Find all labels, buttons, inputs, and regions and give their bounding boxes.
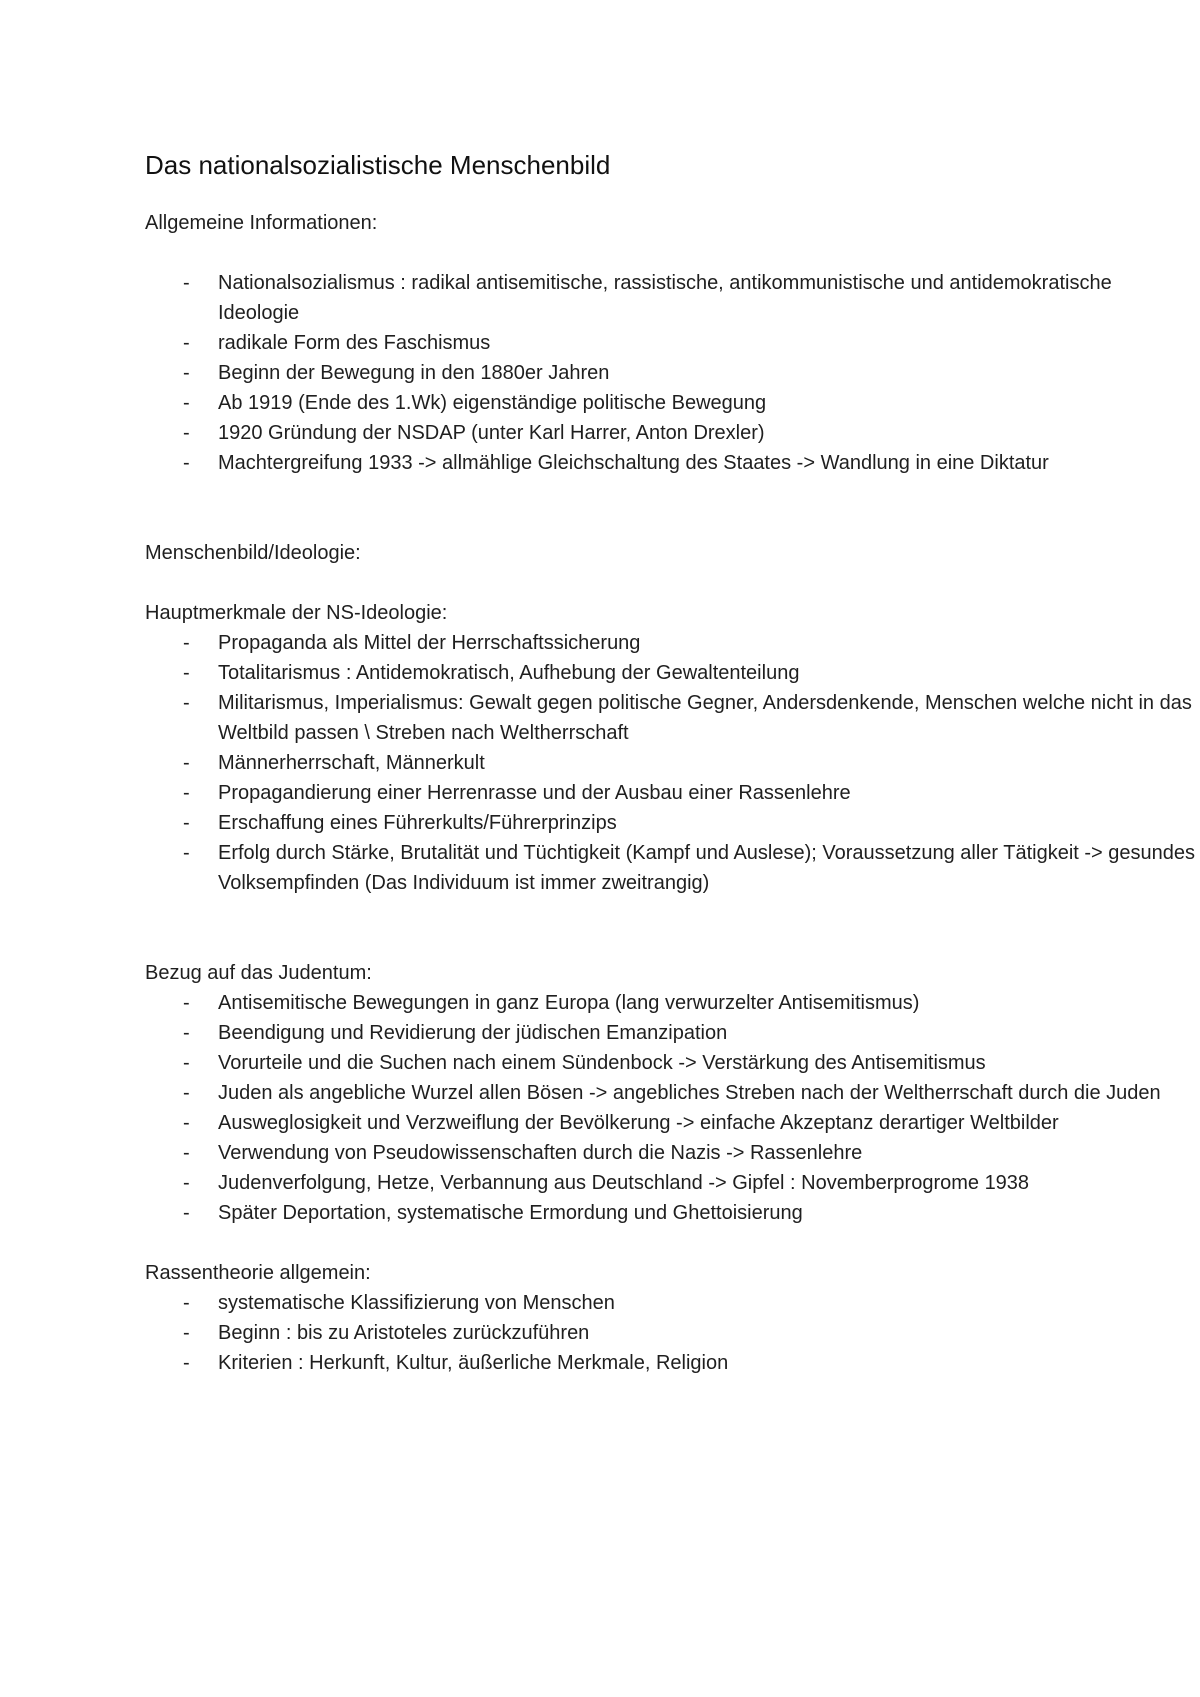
dash-bullet: - bbox=[183, 1112, 190, 1134]
list-item bbox=[145, 1108, 1198, 1138]
list-item-text: Nationalsozialismus : radikal antisemitische, rassistische, antikommunistische und antidemokratische Ideologie bbox=[218, 272, 1112, 324]
dash-bullet: - bbox=[183, 842, 190, 864]
list-item-text: Judenverfolgung, Hetze, Verbannung aus Deutschland -> Gipfel : Novemberprogrome 1938 bbox=[218, 1172, 1030, 1194]
list-item-text: Machtergreifung 1933 -> allmählige Gleichschaltung des Staates -> Wandlung in eine Diktatur bbox=[218, 452, 1049, 474]
dash-bullet: - bbox=[183, 992, 190, 1014]
dash-bullet: - bbox=[183, 1022, 190, 1044]
section-heading-hauptmerkmale: Hauptmerkmale der NS-Ideologie: bbox=[145, 602, 448, 624]
list-item bbox=[145, 1348, 1198, 1378]
list-item bbox=[145, 358, 1198, 388]
list-item-text: Später Deportation, systematische Ermordung und Ghettoisierung bbox=[218, 1202, 803, 1224]
dash-bullet: - bbox=[183, 362, 190, 384]
list-item-text: Antisemitische Bewegungen in ganz Europa (lang verwurzelter Antisemitismus) bbox=[218, 992, 920, 1014]
list-item bbox=[145, 1018, 1198, 1048]
list-item bbox=[145, 1198, 1198, 1228]
list-item-text: Vorurteile und die Suchen nach einem Sündenbock -> Verstärkung des Antisemitismus bbox=[218, 1052, 986, 1074]
list-item-text: systematische Klassifizierung von Menschen bbox=[218, 1292, 615, 1314]
page-title: Das nationalsozialistische Menschenbild bbox=[145, 150, 611, 180]
list-item bbox=[145, 1048, 1198, 1078]
list-item-text: Totalitarismus : Antidemokratisch, Aufhebung der Gewaltenteilung bbox=[218, 662, 800, 684]
list-allgemein bbox=[145, 268, 1112, 478]
dash-bullet: - bbox=[183, 662, 190, 684]
list-hauptmerkmale bbox=[145, 628, 1196, 898]
list-item-text: 1920 Gründung der NSDAP (unter Karl Harrer, Anton Drexler) bbox=[218, 422, 765, 444]
dash-bullet: - bbox=[183, 692, 190, 714]
list-judentum bbox=[145, 988, 1161, 1228]
dash-bullet: - bbox=[183, 452, 190, 474]
dash-bullet: - bbox=[183, 1352, 190, 1374]
dash-bullet: - bbox=[183, 272, 190, 294]
list-item bbox=[145, 418, 1198, 448]
list-item-text: Männerherrschaft, Männerkult bbox=[218, 752, 485, 774]
list-item-text: radikale Form des Faschismus bbox=[218, 332, 491, 354]
list-item bbox=[145, 988, 1198, 1018]
list-item bbox=[145, 268, 1198, 328]
list-item bbox=[145, 838, 1198, 898]
list-item bbox=[145, 628, 1198, 658]
dash-bullet: - bbox=[183, 1052, 190, 1074]
list-item-text: Verwendung von Pseudowissenschaften durch die Nazis -> Rassenlehre bbox=[218, 1142, 863, 1164]
dash-bullet: - bbox=[183, 632, 190, 654]
dash-bullet: - bbox=[183, 422, 190, 444]
list-item-text: Militarismus, Imperialismus: Gewalt gegen politische Gegner, Andersdenkende, Menschen welche nicht in das Weltbild passen \ Streben nach Weltherrschaft bbox=[218, 692, 1192, 744]
list-item bbox=[145, 1318, 1198, 1348]
list-item bbox=[145, 388, 1198, 418]
list-rassentheorie bbox=[145, 1288, 1065, 1378]
section-heading-judentum: Bezug auf das Judentum: bbox=[145, 962, 372, 984]
list-item-text: Ab 1919 (Ende des 1.Wk) eigenständige politische Bewegung bbox=[218, 392, 767, 414]
dash-bullet: - bbox=[183, 1292, 190, 1314]
list-item-text: Juden als angebliche Wurzel allen Bösen -> angebliches Streben nach der Weltherrschaft durch die Juden bbox=[218, 1082, 1161, 1104]
section-heading-menschenbild: Menschenbild/Ideologie: bbox=[145, 542, 361, 564]
section-heading-allgemein: Allgemeine Informationen: bbox=[145, 212, 378, 234]
list-item bbox=[145, 658, 1198, 688]
dash-bullet: - bbox=[183, 1202, 190, 1224]
list-item-text: Erschaffung eines Führerkults/Führerprinzips bbox=[218, 812, 617, 834]
list-item bbox=[145, 808, 1198, 838]
dash-bullet: - bbox=[183, 1142, 190, 1164]
list-item-text: Propagandierung einer Herrenrasse und der Ausbau einer Rassenlehre bbox=[218, 782, 851, 804]
list-item-text: Beendigung und Revidierung der jüdischen Emanzipation bbox=[218, 1022, 728, 1044]
list-item-text: Beginn : bis zu Aristoteles zurückzuführen bbox=[218, 1322, 590, 1344]
dash-bullet: - bbox=[183, 812, 190, 834]
list-item bbox=[145, 448, 1198, 478]
list-item bbox=[145, 1138, 1198, 1168]
document-page bbox=[145, 148, 1196, 1378]
list-item bbox=[145, 748, 1198, 778]
dash-bullet: - bbox=[183, 1322, 190, 1344]
section-heading-rassentheorie: Rassentheorie allgemein: bbox=[145, 1262, 371, 1284]
list-item bbox=[145, 688, 1198, 748]
list-item-text: Beginn der Bewegung in den 1880er Jahren bbox=[218, 362, 610, 384]
list-item bbox=[145, 1288, 1198, 1318]
dash-bullet: - bbox=[183, 1082, 190, 1104]
list-item bbox=[145, 328, 1198, 358]
list-item-text: Propaganda als Mittel der Herrschaftssicherung bbox=[218, 632, 641, 654]
dash-bullet: - bbox=[183, 392, 190, 414]
list-item-text: Erfolg durch Stärke, Brutalität und Tüchtigkeit (Kampf und Auslese); Voraussetzung aller Tätigkeit -> gesundes Volksempfinden (Das Individuum ist immer zweitrangig) bbox=[218, 842, 1196, 894]
dash-bullet: - bbox=[183, 1172, 190, 1194]
list-item bbox=[145, 1168, 1198, 1198]
list-item bbox=[145, 778, 1198, 808]
dash-bullet: - bbox=[183, 752, 190, 774]
dash-bullet: - bbox=[183, 782, 190, 804]
list-item-text: Ausweglosigkeit und Verzweiflung der Bevölkerung -> einfache Akzeptanz derartiger Weltbilder bbox=[218, 1112, 1059, 1134]
list-item-text: Kriterien : Herkunft, Kultur, äußerliche Merkmale, Religion bbox=[218, 1352, 729, 1374]
dash-bullet: - bbox=[183, 332, 190, 354]
list-item bbox=[145, 1078, 1198, 1108]
